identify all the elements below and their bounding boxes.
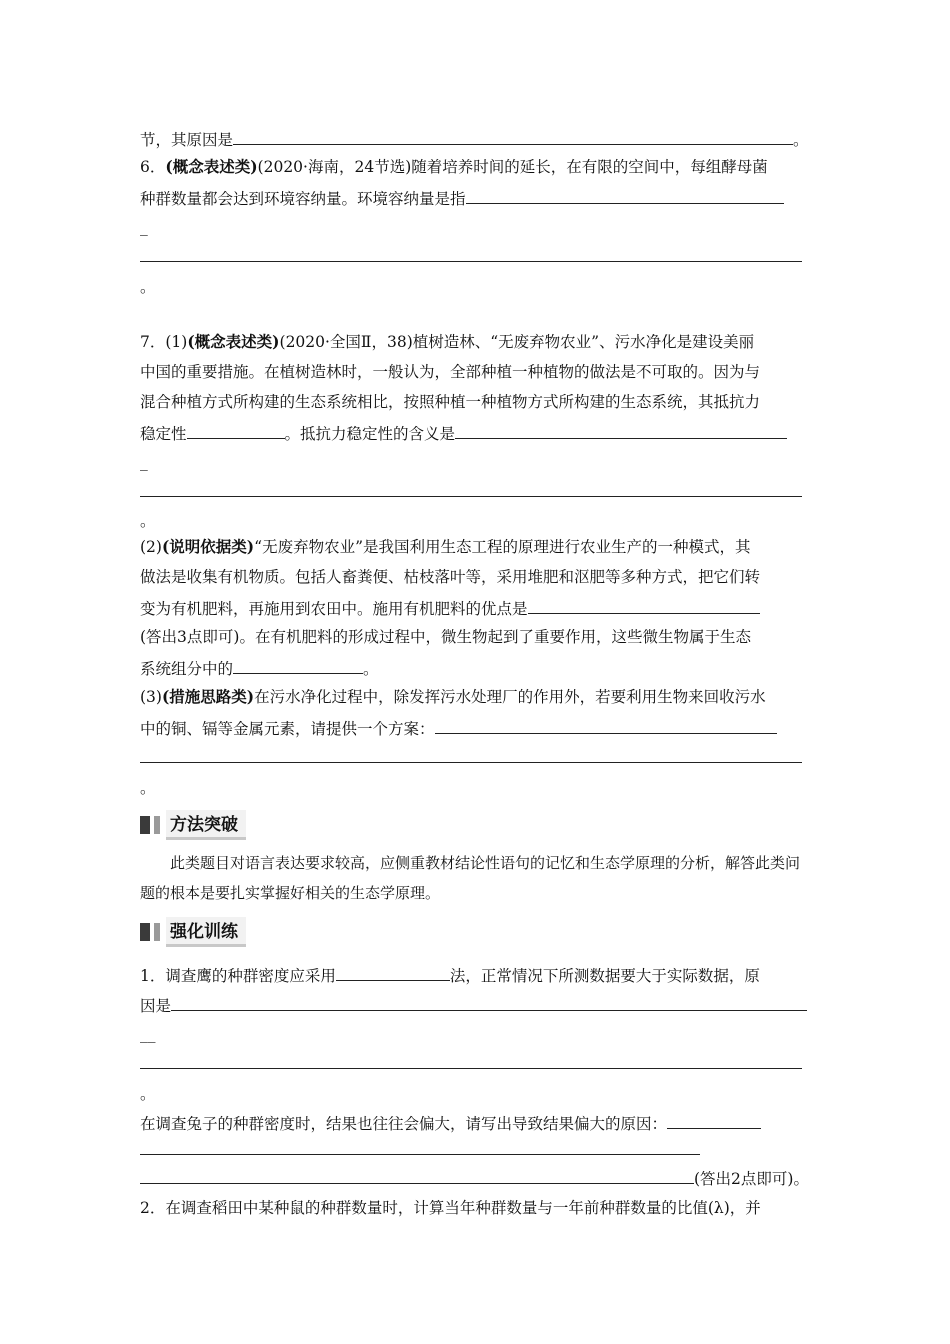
text: 。 xyxy=(140,779,156,797)
answer-blank[interactable] xyxy=(336,963,450,981)
answer-blank[interactable] xyxy=(140,1137,700,1155)
text: 。 xyxy=(363,660,379,678)
question-text: 变为有机肥料，再施用到农田中。施用有机肥料的优点是 xyxy=(140,600,528,618)
question-text: 植树造林、“无废弃物农业”、污水净化是建设美丽 xyxy=(412,333,755,351)
question-source: (2020·海南，24节选) xyxy=(257,158,412,176)
question-text: 混合种植方式所构建的生态系统相比，按照种植一种植物方式所构建的生态系统，其抵抗力 xyxy=(140,393,761,411)
q7-line-6 xyxy=(140,479,812,503)
answer-blank[interactable] xyxy=(171,993,807,1011)
question-text: 做法是收集有机物质。包括人畜粪便、枯枝落叶等，采用堆肥和沤肥等多种方式，把它们转 xyxy=(140,568,761,586)
question-text: 在污水净化过程中，除发挥污水处理厂的作用外，若要利用生物来回收污水 xyxy=(254,688,766,706)
q6-line-2 xyxy=(140,186,812,210)
question-text: 在调查兔子的种群密度时，结果也往往会偏大，请写出导致结果偏大的原因： xyxy=(140,1115,668,1133)
answer-blank[interactable] xyxy=(435,716,777,734)
answer-blank[interactable] xyxy=(140,745,802,763)
question-text: 种群数量都会达到环境容纳量。环境容纳量是指 xyxy=(140,190,466,208)
question-text: 因是 xyxy=(140,997,172,1015)
question-text: 调查鹰的种群密度应采用 xyxy=(165,967,336,985)
q7-line-1 xyxy=(140,331,812,355)
text: 节，其原因是 xyxy=(140,131,234,149)
q7-3-line-3 xyxy=(140,745,812,769)
question-number: 2． xyxy=(140,1199,166,1217)
text: __ xyxy=(140,1025,156,1043)
text: _ xyxy=(140,218,148,236)
q7-line-4 xyxy=(140,421,812,445)
q6-line-3 xyxy=(140,216,812,240)
method-body: 此类题目对语言表达要求较高，应侧重教材结论性语句的记忆和生态学原理的分析，解答此类问题的根本是要扎实掌握好相关的生态学原理。 xyxy=(140,854,801,902)
q6-line-1 xyxy=(140,156,812,180)
question-text: “无废弃物农业”是我国利用生态工程的原理进行农业生产的一种模式，其 xyxy=(254,538,751,556)
section-marker-icon xyxy=(140,816,150,834)
q7-2-line-3 xyxy=(140,596,812,620)
method-section-header xyxy=(140,812,246,838)
q7-line-2 xyxy=(140,361,812,385)
q7-2-line-5 xyxy=(140,656,812,680)
q7-2-line-2 xyxy=(140,566,812,590)
t1-line-3 xyxy=(140,1023,812,1047)
q6-line-4 xyxy=(140,244,812,268)
t1-line-5 xyxy=(140,1083,812,1107)
sub-number: (1) xyxy=(165,333,188,351)
text: _ xyxy=(140,453,148,471)
t2-line-1 xyxy=(140,1197,812,1221)
question-type-tag: (措施思路类) xyxy=(161,687,255,706)
question-text: (答出2点即可)。 xyxy=(694,1170,809,1188)
q7-2-line-4 xyxy=(140,626,812,650)
section-marker-icon xyxy=(154,816,160,834)
q7-line-3 xyxy=(140,391,812,415)
t1-line-1 xyxy=(140,963,812,987)
sub-number: (2) xyxy=(140,538,162,556)
question-text: (答出3点即可)。在有机肥料的形成过程中，微生物起到了重要作用，这些微生物属于生态 xyxy=(140,628,751,646)
answer-blank[interactable] xyxy=(140,244,802,262)
t1-line-2 xyxy=(140,993,812,1017)
q6-line-5 xyxy=(140,276,812,300)
question-number: 6． xyxy=(140,158,166,176)
text: 。 xyxy=(793,131,809,149)
t1-line-8 xyxy=(140,1166,812,1190)
question-number: 1． xyxy=(140,967,166,985)
section-marker-icon xyxy=(140,923,150,941)
question-text: 随着培养时间的延长，在有限的空间中，每组酵母菌 xyxy=(411,158,768,176)
question-text: 。抵抗力稳定性的含义是 xyxy=(284,425,456,443)
section-title: 方法突破 xyxy=(166,810,246,840)
q7-3-line-4 xyxy=(140,777,812,801)
training-section-header xyxy=(140,919,246,945)
answer-blank[interactable] xyxy=(466,186,784,204)
q7-3-line-2 xyxy=(140,716,812,740)
t1-line-6 xyxy=(140,1111,812,1135)
answer-blank[interactable] xyxy=(455,421,787,439)
q7-2-line-1 xyxy=(140,536,812,560)
question-text: 稳定性 xyxy=(140,425,187,443)
answer-blank[interactable] xyxy=(528,596,760,614)
q7-line-5 xyxy=(140,451,812,475)
sub-number: (3) xyxy=(140,688,162,706)
question-text: 在调查稻田中某种鼠的种群数量时，计算当年种群数量与一年前种群数量的比值(λ)，并 xyxy=(165,1199,761,1217)
question-number: 7． xyxy=(140,333,166,351)
answer-blank[interactable] xyxy=(140,479,802,497)
question-type-tag: (概念表述类) xyxy=(187,332,280,351)
q7-3-line-1 xyxy=(140,686,812,710)
answer-blank[interactable] xyxy=(187,421,285,439)
question-type-tag: (概念表述类) xyxy=(165,157,258,176)
question-text: 系统组分中的 xyxy=(140,660,234,678)
answer-blank[interactable] xyxy=(233,127,793,145)
q7-line-7 xyxy=(140,510,812,534)
question-text: 中的铜、镉等金属元素，请提供一个方案： xyxy=(140,720,435,738)
answer-blank[interactable] xyxy=(140,1051,802,1069)
text: 。 xyxy=(140,1085,156,1103)
section-marker-icon xyxy=(154,923,160,941)
question-text: 中国的重要措施。在植树造林时，一般认为，全部种植一种植物的做法是不可取的。因为与 xyxy=(140,363,761,381)
text: 。 xyxy=(140,278,156,296)
answer-blank[interactable] xyxy=(233,656,363,674)
section-title: 强化训练 xyxy=(166,917,246,947)
question-type-tag: (说明依据类) xyxy=(161,537,255,556)
q5-reason-line xyxy=(140,127,812,151)
answer-blank[interactable] xyxy=(140,1166,694,1184)
text: 。 xyxy=(140,512,156,530)
answer-blank[interactable] xyxy=(667,1111,761,1129)
question-text: 法，正常情况下所测数据要大于实际数据，原 xyxy=(449,967,760,985)
t1-line-7 xyxy=(140,1137,812,1161)
question-source: (2020·全国Ⅱ，38) xyxy=(279,333,413,351)
t1-line-4 xyxy=(140,1051,812,1075)
